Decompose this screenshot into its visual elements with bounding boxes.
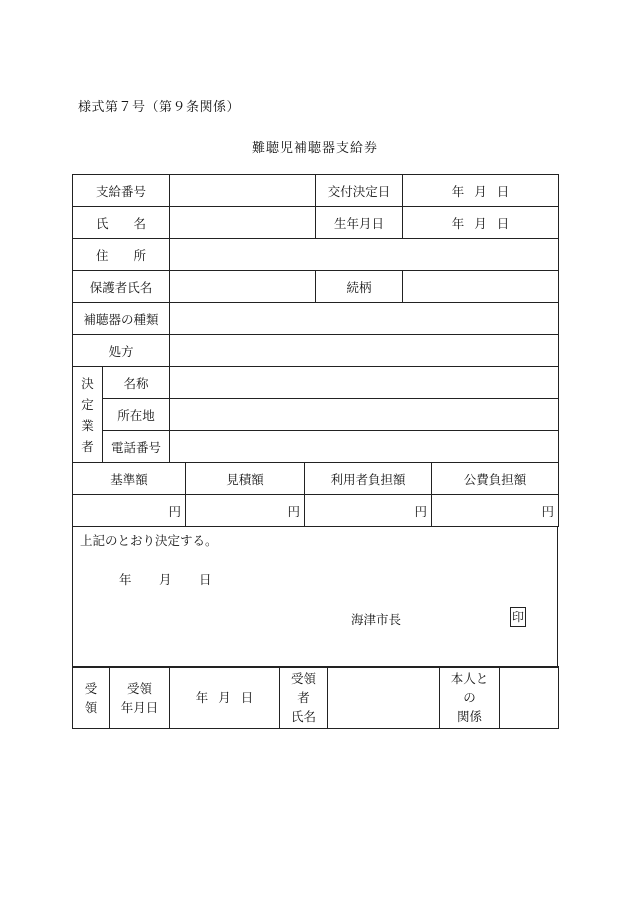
- form-number-label: 様式第７号（第９条関係）: [78, 100, 241, 115]
- yen-unit: 円: [414, 503, 427, 519]
- vendor-char: 決: [81, 375, 94, 391]
- yen-unit: 円: [168, 503, 181, 519]
- public-burden-field[interactable]: [432, 495, 559, 527]
- vendor-phone-label: 電話番号: [103, 431, 170, 463]
- relation-label: [440, 667, 500, 729]
- document-title: 難聴児補聴器支給券: [251, 141, 378, 156]
- issue-date-field[interactable]: [403, 175, 559, 207]
- year-unit: 年: [451, 183, 465, 199]
- mayor-title: 海津市長: [351, 612, 402, 627]
- month-unit: 月: [474, 215, 487, 231]
- name-field[interactable]: [170, 207, 316, 239]
- day-unit: 日: [496, 215, 510, 231]
- receipt-char: 領: [84, 699, 98, 715]
- relation-label-line: 本人と: [450, 671, 489, 686]
- amounts-table: [72, 462, 559, 527]
- applicant-info-table: [72, 174, 559, 463]
- vendor-phone-field[interactable]: [170, 431, 559, 463]
- receipt-date-line: 受領: [126, 680, 152, 696]
- birth-date-field[interactable]: [403, 207, 559, 239]
- guardian-name-label: 保護者氏名: [73, 271, 170, 303]
- month-unit: 月: [474, 183, 487, 199]
- payment-number-label: 支給番号: [73, 175, 170, 207]
- vendor-char: 定: [81, 396, 94, 412]
- user-burden-header: 利用者負担額: [305, 463, 432, 495]
- day-unit: 日: [496, 183, 510, 199]
- yen-unit: 円: [541, 503, 554, 519]
- decision-statement: 上記のとおり決定する。: [80, 533, 218, 548]
- prescription-label: 処方: [73, 335, 170, 367]
- yen-unit: 円: [287, 503, 300, 519]
- standard-amount-field[interactable]: [73, 495, 186, 527]
- receipt-date-line: 年月日: [120, 699, 159, 715]
- receipt-date-label: [110, 667, 170, 729]
- year-unit: 年: [119, 572, 132, 587]
- issue-date-label: 交付決定日: [316, 175, 403, 207]
- vendor-name-label: 名称: [103, 367, 170, 399]
- receiver-label-line: 氏名: [290, 709, 316, 724]
- address-label: 住 所: [73, 239, 170, 271]
- relation-label-line: の: [463, 690, 476, 705]
- estimate-amount-field[interactable]: [186, 495, 305, 527]
- relation-field[interactable]: [500, 667, 559, 729]
- payment-number-field[interactable]: [170, 175, 316, 207]
- receiver-label-line: 受領: [290, 671, 316, 686]
- decision-date[interactable]: [119, 570, 239, 588]
- receiver-name-field[interactable]: [328, 667, 440, 729]
- vendor-name-field[interactable]: [170, 367, 559, 399]
- seal-mark: 印: [510, 607, 526, 627]
- vendor-char: 業: [81, 417, 94, 433]
- decision-section: [72, 526, 558, 668]
- vendor-char: 者: [81, 438, 94, 454]
- receipt-char: 受: [84, 680, 98, 696]
- receipt-table: [72, 666, 559, 729]
- day-unit: 日: [199, 572, 212, 587]
- relationship-field[interactable]: [403, 271, 559, 303]
- receipt-date-field[interactable]: [170, 667, 280, 729]
- name-label: 氏 名: [73, 207, 170, 239]
- user-burden-field[interactable]: [305, 495, 432, 527]
- receipt-label: [73, 667, 110, 729]
- birth-date-label: 生年月日: [316, 207, 403, 239]
- device-type-label: 補聴器の種類: [73, 303, 170, 335]
- month-unit: 月: [159, 572, 172, 587]
- vendor-group-label: [73, 367, 103, 463]
- relation-label-line: 関係: [456, 709, 482, 724]
- standard-amount-header: 基準額: [73, 463, 186, 495]
- year-unit: 年: [195, 690, 209, 705]
- vendor-location-label: 所在地: [103, 399, 170, 431]
- receiver-label-line: 者: [297, 690, 310, 705]
- prescription-field[interactable]: [170, 335, 559, 367]
- relationship-label: 続柄: [316, 271, 403, 303]
- month-unit: 月: [218, 690, 231, 705]
- decision-box: [73, 527, 558, 668]
- year-unit: 年: [451, 215, 465, 231]
- estimate-amount-header: 見積額: [186, 463, 305, 495]
- vendor-location-field[interactable]: [170, 399, 559, 431]
- device-type-field[interactable]: [170, 303, 559, 335]
- receiver-name-label: [280, 667, 328, 729]
- day-unit: 日: [240, 690, 254, 705]
- public-burden-header: 公費負担額: [432, 463, 559, 495]
- address-field[interactable]: [170, 239, 559, 271]
- guardian-name-field[interactable]: [170, 271, 316, 303]
